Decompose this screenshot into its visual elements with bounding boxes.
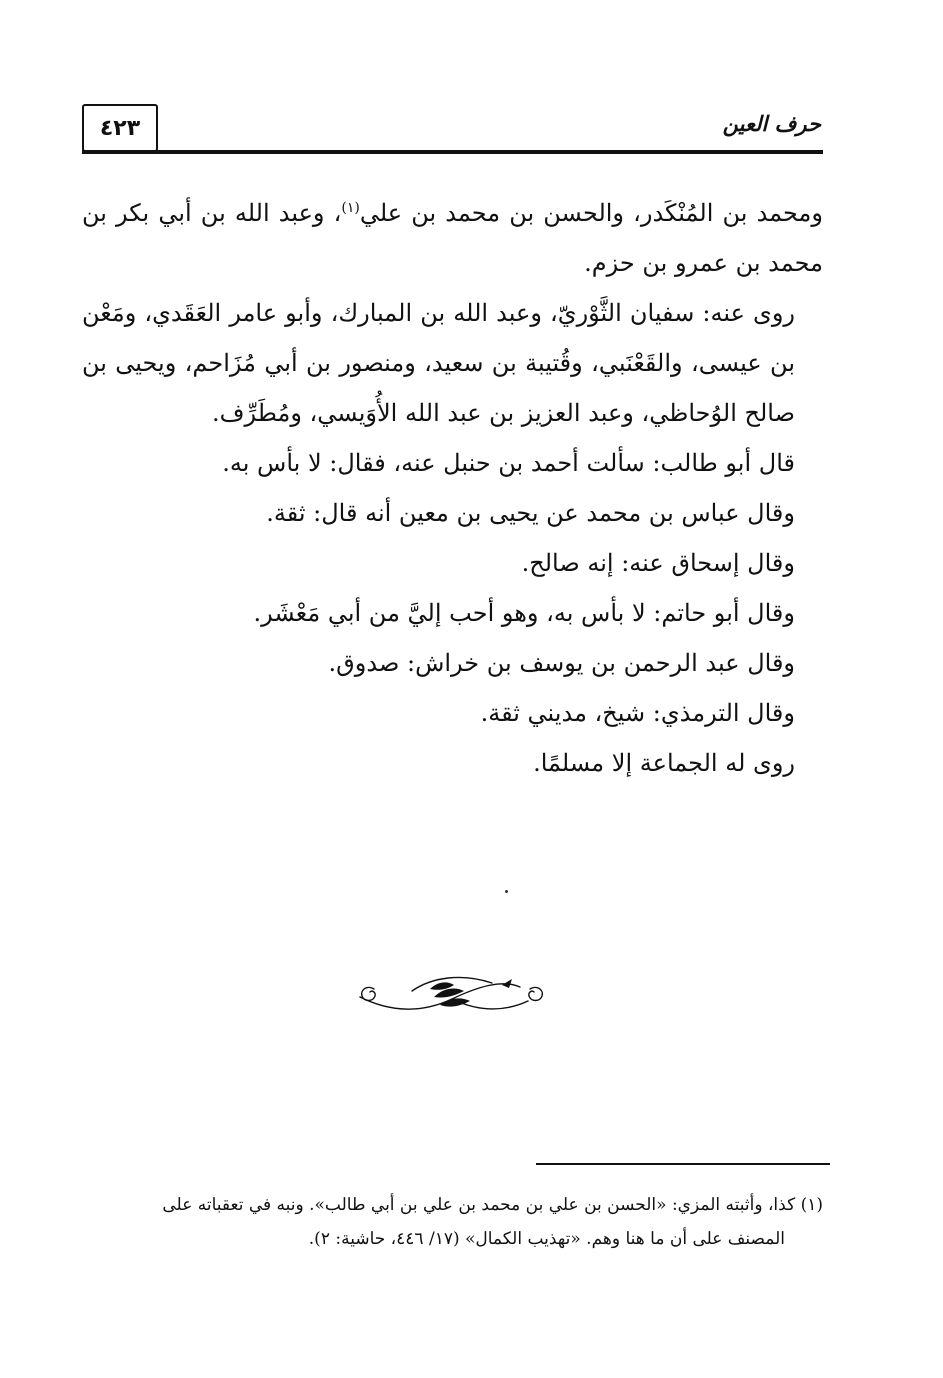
stray-dot (505, 890, 508, 893)
page-number: ٤٢٣ (82, 104, 158, 152)
paragraph-quote: وقال الترمذي: شيخ، مديني ثقة. (480, 699, 795, 727)
main-text (82, 188, 823, 788)
section-title: حرف العين (722, 112, 821, 136)
paragraph-quote: وقال إسحاق عنه: إنه صالح. (521, 549, 795, 577)
text-line: ومحمد بن المُنْكَدر، والحسن بن محمد بن علي (359, 199, 823, 227)
footnote-reference: (١) (341, 200, 360, 216)
footnote-line: المصنف على أن ما هنا وهم. «تهذيب الكمال» (١٧/ ٤٤٦، حاشية: ٢). (308, 1229, 785, 1249)
paragraph-students: روى عنه: سفيان الثَّوْريّ، وعبد الله بن المبارك، وأبو عامر العَقَدي، ومَعْن بن عيسى، والقَعْنَبي، وقُتيبة بن سعيد، ومنصور بن أبي مُزَاحم، ويحيى بن صالح الوُحاظي، وعبد العزيز بن عبد الله الأُوَيسي، ومُطَرِّف. (82, 299, 795, 427)
footnote (82, 1188, 823, 1256)
paragraph-quote: وقال عباس بن محمد عن يحيى بن معين أنه قال: ثقة. (266, 499, 795, 527)
paragraph-quote: قال أبو طالب: سألت أحمد بن حنبل عنه، فقال: لا بأس به. (222, 449, 795, 477)
paragraph-quote: وقال عبد الرحمن بن يوسف بن خراش: صدوق. (328, 649, 795, 677)
paragraph-closing: روى له الجماعة إلا مسلمًا. (533, 749, 795, 777)
paragraph-narrators (82, 188, 823, 288)
footnote-separator (536, 1163, 830, 1165)
floral-ornament-icon (352, 965, 552, 1019)
header-rule (82, 150, 823, 154)
paragraph-quote: وقال أبو حاتم: لا بأس به، وهو أحب إليَّ من أبي مَعْشَر. (253, 599, 795, 627)
footnote-line: (١) كذا، وأثبته المزي: «الحسن بن علي بن محمد بن علي بن أبي طالب». ونبه في تعقباته على (162, 1195, 823, 1215)
text-line: ، وعبد الله بن أبي بكر بن محمد بن عمرو بن حزم. (82, 199, 823, 277)
